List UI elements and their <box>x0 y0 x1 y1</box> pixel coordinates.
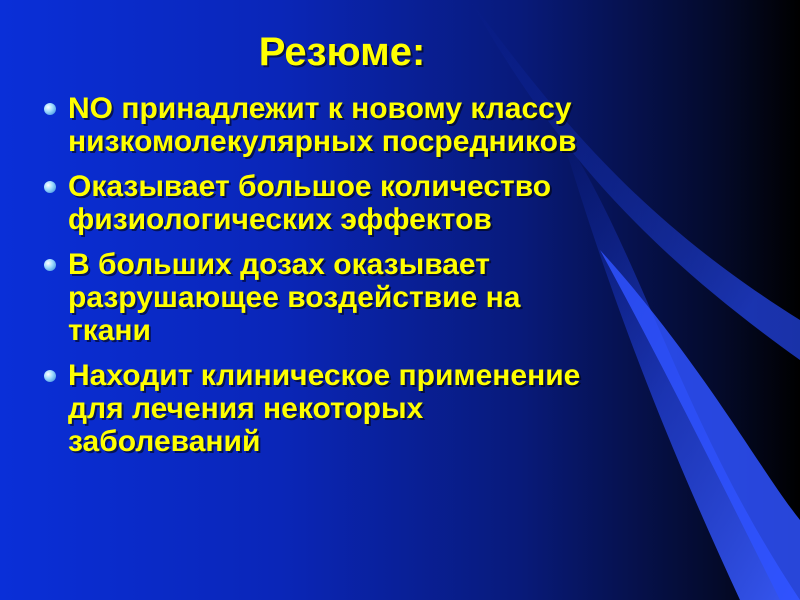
bullet-3-line-2: разрушающее воздействие на <box>68 281 521 314</box>
bullet-item-2 <box>44 170 744 236</box>
bullet-3-line-1: В больших дозах оказывает <box>68 248 490 281</box>
bullet-4-line-1: Находит клиническое применение <box>68 359 581 392</box>
bullet-2-line-2: физиологических эффектов <box>68 203 492 236</box>
bullet-dot-icon <box>44 181 56 193</box>
bullet-3-line-3: ткани <box>68 314 151 347</box>
bullet-item-4 <box>44 359 744 458</box>
bullet-1-line-2: низкомолекулярных посредников <box>68 125 577 158</box>
slide-title: Резюме: <box>258 30 426 74</box>
bullet-2-line-1: Оказывает большое количество <box>68 170 552 203</box>
bullet-4-line-2: для лечения некоторых <box>68 392 424 425</box>
bullet-4-line-3: заболеваний <box>68 425 261 458</box>
bullet-dot-icon <box>44 259 56 271</box>
bullet-dot-icon <box>44 103 56 115</box>
bullet-item-3 <box>44 248 744 347</box>
bullet-1-line-1: NO принадлежит к новому классу <box>68 92 572 125</box>
bullet-list <box>44 92 744 470</box>
bullet-dot-icon <box>44 370 56 382</box>
bullet-item-1 <box>44 92 744 158</box>
